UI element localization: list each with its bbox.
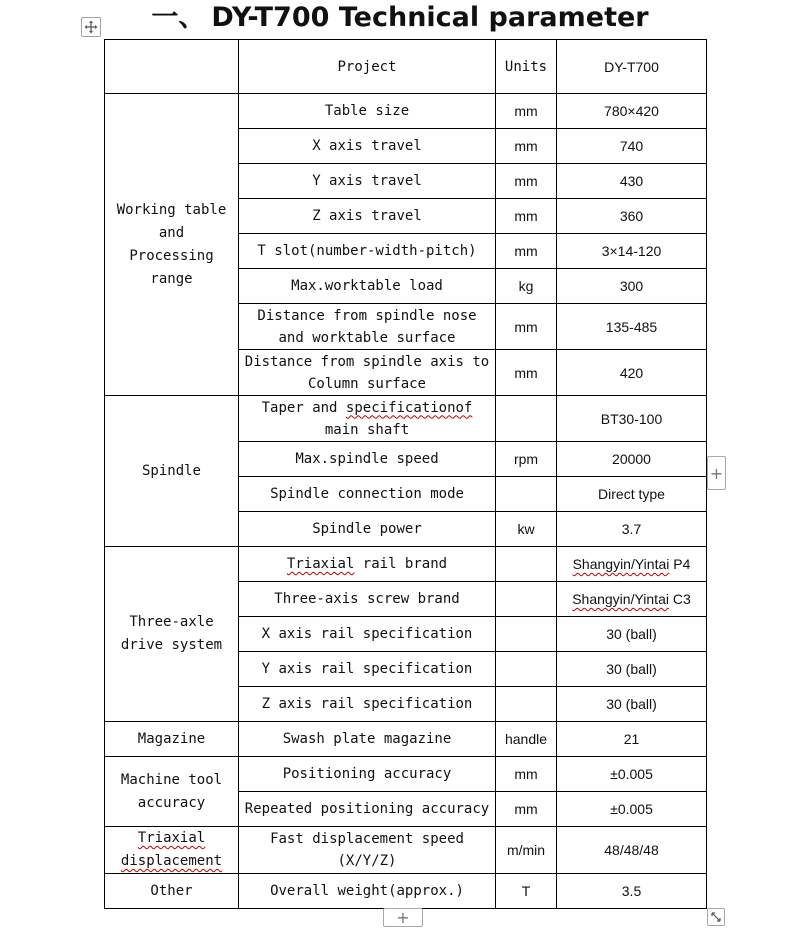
table-row [105,547,707,582]
value-label: 30 (ball) [606,626,657,642]
project-label: Triaxial rail brand [286,556,448,572]
project-cell [239,442,496,477]
project-label: Z axis travel [312,208,422,224]
project-label: Distance from spindle axis to Column surface [244,353,490,392]
units-cell: mm [496,94,557,129]
project-cell [239,687,496,722]
category-label-line: Spindle [141,462,201,479]
table-row [105,827,707,874]
project-label: T slot(number-width-pitch) [257,243,477,259]
title-number: 一、 [151,2,206,33]
table-row [105,94,707,129]
category-label-line: Three-axle [129,614,214,630]
project-cell [239,757,496,792]
value-label: 300 [619,278,644,294]
category-cell [105,396,239,547]
project-label: Three-axis screw brand [274,591,460,607]
category-label-line: and [158,224,185,241]
units-cell [496,687,557,722]
project-cell [239,512,496,547]
project-label: Spindle connection mode [270,486,464,502]
plus-icon: + [396,908,410,927]
project-label: Swash plate magazine [282,731,452,747]
category-cell [105,722,239,757]
category-label-line: drive system [120,637,223,653]
value-label: 30 (ball) [606,696,657,712]
header-row [105,40,707,94]
value-cell [557,164,707,199]
project-cell [239,722,496,757]
value-label: BT30-100 [600,410,663,427]
category-cell [105,874,239,909]
value-label: 740 [619,138,644,154]
value-label: 430 [619,173,644,189]
value-cell [557,512,707,547]
value-cell [557,234,707,269]
project-cell [239,164,496,199]
plus-icon: + [709,463,724,483]
value-cell [557,547,707,582]
value-label: 3.7 [621,521,642,537]
project-cell [239,827,496,874]
project-cell [239,94,496,129]
units-cell: mm [496,199,557,234]
project-cell [239,652,496,687]
units-cell [496,477,557,512]
page-title [0,0,800,36]
units-cell: mm [496,757,557,792]
add-column-button[interactable] [707,456,726,490]
resize-diagonal-icon [710,911,722,923]
project-label: Table size [324,103,410,119]
category-label-line: Processing [129,247,214,264]
value-label: Shangyin/Yintai P4 [572,556,691,572]
value-label: 360 [619,208,644,224]
units-cell [496,617,557,652]
project-cell [239,350,496,396]
project-label: Positioning accuracy [282,766,452,782]
project-label: Z axis rail specification [261,696,473,712]
value-label: 20000 [612,451,651,467]
project-cell [239,234,496,269]
category-label-line: displacement [120,853,223,869]
units-cell [496,396,557,442]
project-cell [239,269,496,304]
category-label-line: Machine tool [120,771,223,788]
header-project-cell: Project [239,40,496,94]
project-cell [239,792,496,827]
table-row [105,722,707,757]
table-row [105,874,707,909]
category-label-line: accuracy [137,794,206,811]
value-cell [557,652,707,687]
value-label: 780×420 [604,103,659,119]
category-label-line: range [150,270,193,287]
units-cell: rpm [496,442,557,477]
value-cell [557,582,707,617]
units-cell: kg [496,269,557,304]
value-label: 48/48/48 [604,842,659,858]
project-label: Repeated positioning accuracy [244,801,490,817]
header-model-cell: DY-T700 [557,40,707,94]
project-cell [239,304,496,350]
value-label: ±0.005 [610,766,653,782]
add-row-button[interactable] [383,908,423,927]
value-cell [557,827,707,874]
value-label: Direct type [598,486,665,502]
value-cell [557,792,707,827]
project-label: Y axis travel [312,173,422,189]
category-label-line: Other [150,882,193,899]
project-cell [239,617,496,652]
project-label: X axis travel [312,138,422,154]
project-label: X axis rail specification [261,626,473,642]
units-cell [496,582,557,617]
project-label: Taper and specificationof main shaft [261,399,473,438]
units-cell: mm [496,792,557,827]
value-cell [557,129,707,164]
project-cell [239,582,496,617]
category-label-line: Magazine [137,730,206,747]
value-label: 21 [623,731,640,747]
project-cell [239,129,496,164]
project-label: Max.spindle speed [295,451,439,467]
units-cell [496,652,557,687]
project-cell [239,396,496,442]
units-cell: mm [496,129,557,164]
value-label: 135-485 [605,318,658,335]
units-cell: mm [496,234,557,269]
value-cell [557,477,707,512]
units-cell: m/min [496,827,557,874]
category-label-line: Triaxial [137,830,206,846]
units-cell: kw [496,512,557,547]
parameter-table [104,39,707,909]
value-cell [557,304,707,350]
project-label: Max.worktable load [291,278,443,294]
value-label: ±0.005 [610,801,653,817]
value-cell [557,269,707,304]
value-cell [557,442,707,477]
units-cell: T [496,874,557,909]
value-cell [557,396,707,442]
value-cell [557,350,707,396]
units-cell: handle [496,722,557,757]
project-cell [239,199,496,234]
category-cell [105,827,239,874]
units-cell: mm [496,164,557,199]
category-cell [105,94,239,396]
value-cell [557,199,707,234]
project-label: Fast displacement speed (X/Y/Z) [270,831,464,869]
table-row [105,757,707,792]
value-label: 30 (ball) [606,661,657,677]
category-cell [105,757,239,827]
project-label: Y axis rail specification [261,661,473,677]
title-text: DY-T700 Technical parameter [211,2,649,33]
value-cell [557,757,707,792]
units-cell: mm [496,350,557,396]
value-cell [557,94,707,129]
project-label: Overall weight(approx.) [270,883,464,899]
value-cell [557,722,707,757]
value-label: Shangyin/Yintai C3 [572,591,691,607]
value-cell [557,687,707,722]
project-cell [239,477,496,512]
units-cell [496,547,557,582]
project-cell [239,547,496,582]
value-cell [557,874,707,909]
project-cell [239,874,496,909]
value-label: 420 [619,364,644,381]
category-label-line: Working table [116,201,227,218]
units-cell: mm [496,304,557,350]
header-units-cell: Units [496,40,557,94]
value-label: 3.5 [621,883,642,899]
header-category-cell [105,40,239,94]
project-label: Distance from spindle nose and worktable surface [257,307,477,346]
value-label: 3×14-120 [601,243,662,259]
value-cell [557,617,707,652]
project-label: Spindle power [312,521,422,537]
category-cell [105,547,239,722]
table-row [105,396,707,442]
table-resize-handle[interactable] [707,908,725,926]
